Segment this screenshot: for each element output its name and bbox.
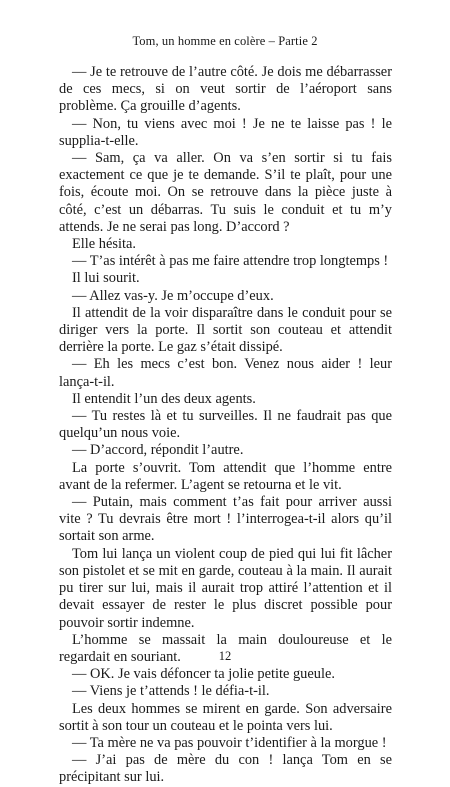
paragraph: Les deux hommes se mirent en garde. Son adversaire sortit à son tour un couteau et le pointa vers lui. [59, 700, 392, 734]
paragraph: — Sam, ça va aller. On va s’en sortir si tu fais exactement ce que je te demande. S’il te plaît, pour une fois, écoute moi. On se retrouve dans la pièce juste à côté, c’est un débarras. Tu suis le conduit et tu m’y attends. Je ne serai pas long. D’accord ? [59, 150, 392, 235]
paragraph: — OK. Je vais défoncer ta jolie petite gueule. [72, 666, 335, 683]
page-number: 12 [218, 649, 232, 663]
page-body [59, 64, 392, 787]
paragraph: Il entendit l’un des deux agents. [72, 390, 256, 407]
paragraph: — J’ai pas de mère du con ! lança Tom en se précipitant sur lui. [59, 752, 392, 786]
paragraph: — D’accord, répondit l’autre. [72, 442, 244, 459]
paragraph: La porte s’ouvrit. Tom attendit que l’homme entre avant de la refermer. L’agent se retourna et le vit. [59, 459, 392, 493]
paragraph: — Allez vas-y. Je m’occupe d’eux. [72, 287, 274, 304]
paragraph: — Non, tu viens avec moi ! Je ne te laisse pas ! le supplia-t-elle. [59, 115, 392, 149]
paragraph: — T’as intérêt à pas me faire attendre trop longtemps ! [72, 253, 389, 270]
paragraph: Elle hésita. [72, 236, 136, 253]
paragraph: Il attendit de la voir disparaître dans le conduit pour se diriger vers la porte. Il sortit son couteau et attendit derrière la porte. Le gaz s’était dissipé. [59, 304, 392, 356]
paragraph: — Ta mère ne va pas pouvoir t’identifier à la morgue ! [72, 734, 387, 751]
paragraph: — Eh les mecs c’est bon. Venez nous aider ! leur lança-t-il. [59, 356, 392, 390]
paragraph: — Viens je t’attends ! le défia-t-il. [72, 683, 270, 700]
paragraph: Il lui sourit. [72, 270, 140, 287]
paragraph: — Je te retrouve de l’autre côté. Je dois me débarrasser de ces mecs, si on veut sortir de l’aéroport sans problème. Ça grouille d’agents. [59, 64, 392, 115]
paragraph: — Tu restes là et tu surveilles. Il ne faudrait pas que quelqu’un nous voie. [59, 408, 392, 442]
paragraph: L’homme se massait la main douloureuse et le regardait en souriant. [59, 631, 392, 665]
paragraph: Tom lui lança un violent coup de pied qui lui fit lâcher son pistolet et se mit en garde, couteau à la main. Il aurait pu tirer sur lui, mais il aurait trop attiré l’attention et il devait essayer de rester le plus discret possible pour pouvoir sortir indemne. [59, 545, 392, 631]
paragraph: — Putain, mais comment t’as fait pour arriver aussi vite ? Tu devrais être mort ! l’interrogea-t-il alors qu’il sortait son arme. [59, 494, 392, 545]
running-head: Tom, un homme en colère – Partie 2 [132, 34, 318, 48]
